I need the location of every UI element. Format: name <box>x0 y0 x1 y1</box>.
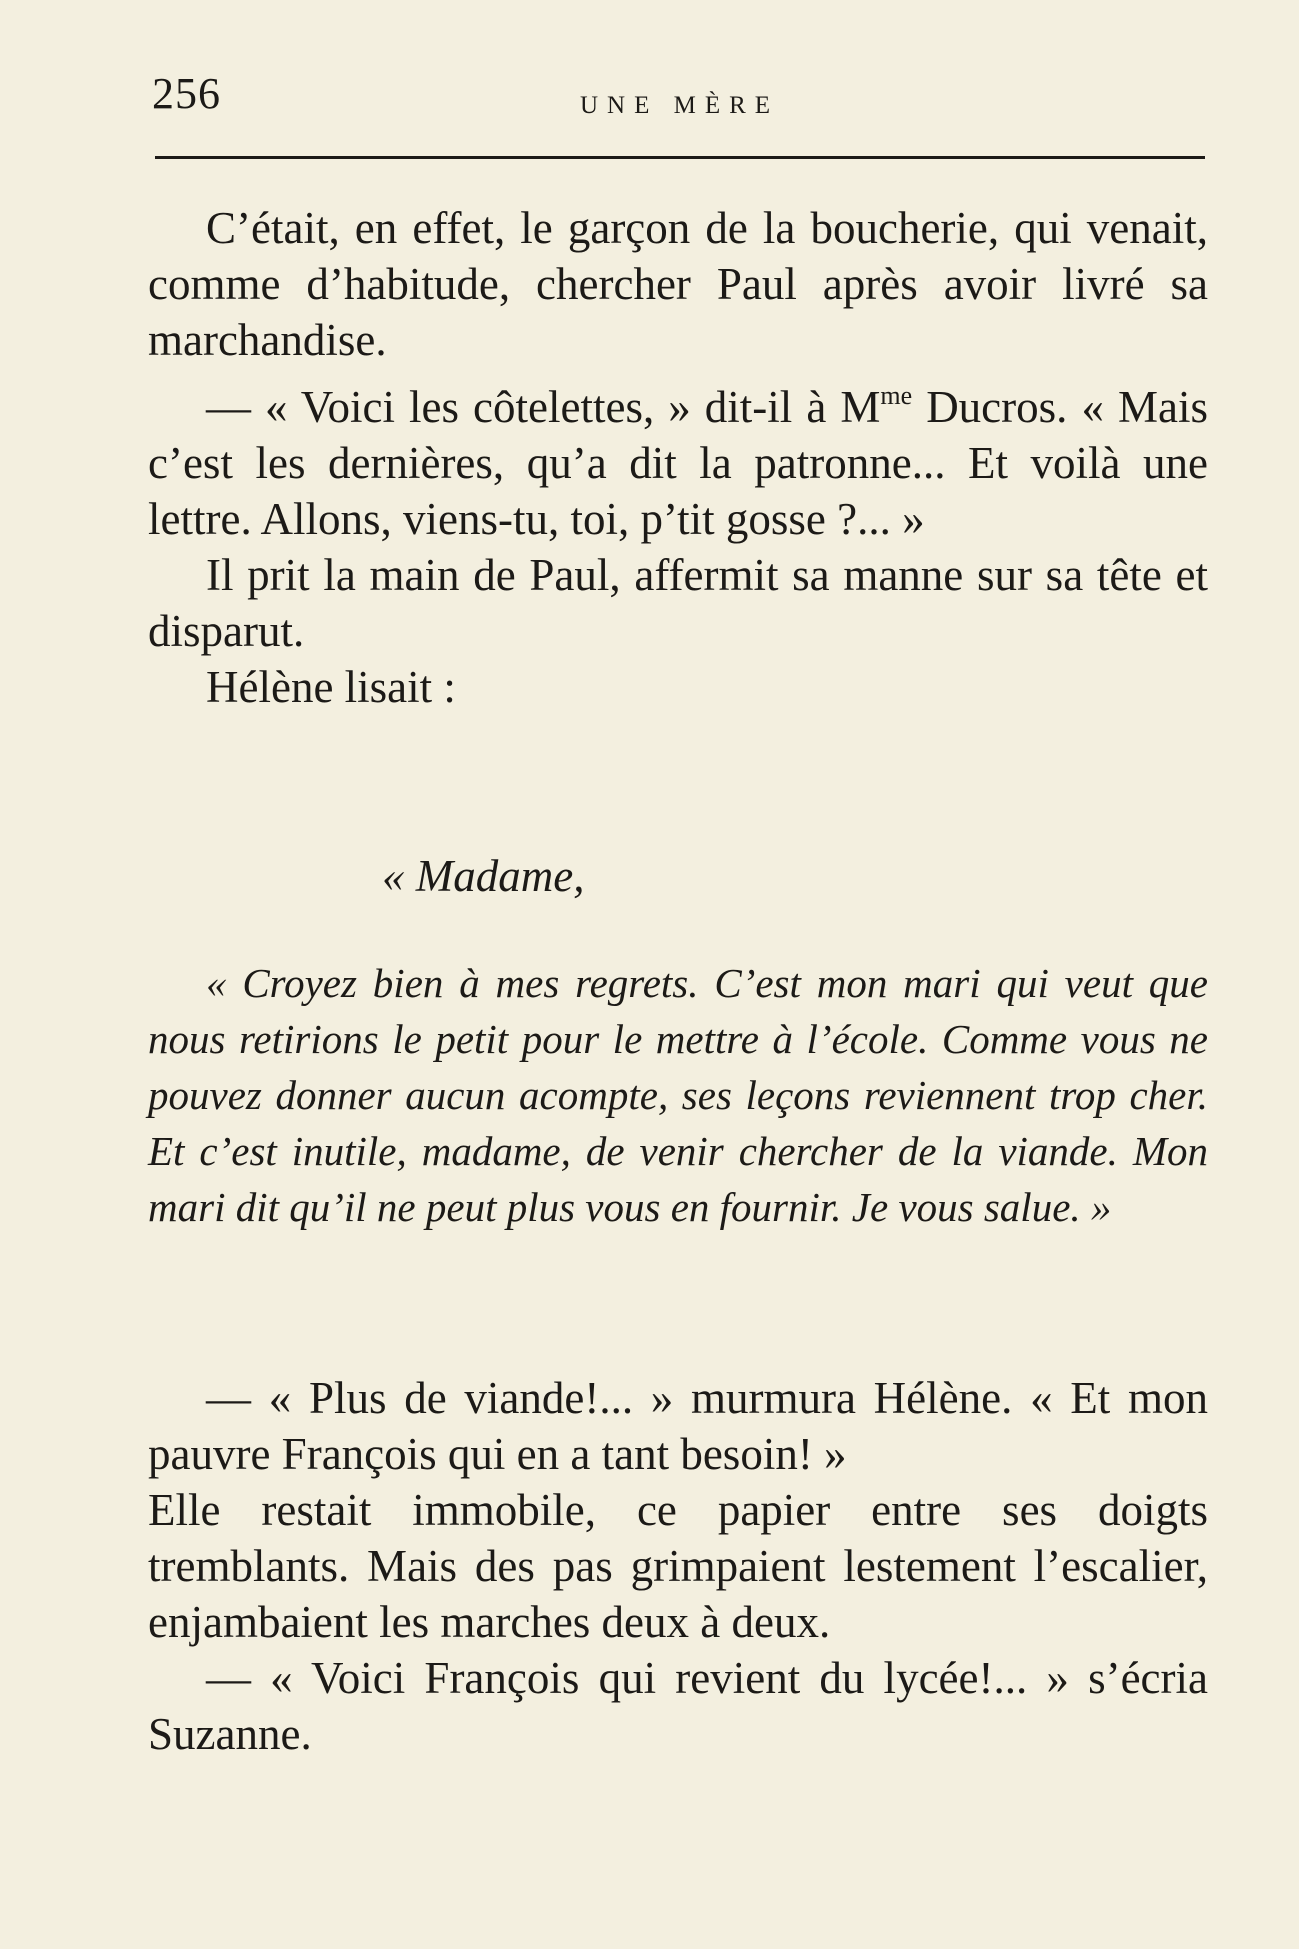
running-title: UNE MÈRE <box>580 92 780 119</box>
cutlets-text-after: Ducros. « Mais c’est les dernières, qu’a dit la patronne... Et voilà une lettre. Allons, viens-tu, toi, p’tit gosse ?... » <box>148 382 1208 544</box>
paragraph-no-more-meat: — « Plus de viande!... » murmura Hélène. « Et mon pauvre François qui en a tant besoin! » <box>148 1373 1208 1479</box>
cutlets-text-before: — « Voici les côtelettes, » dit-il à M <box>206 382 881 432</box>
header-rule <box>155 156 1205 159</box>
paragraph-took-hand: Il prit la main de Paul, affermit sa manne sur sa tête et disparut. <box>148 550 1208 656</box>
paragraph-immobile: Elle restait immobile, ce papier entre ses doigts tremblants. Mais des pas grimpaient lestement l’escalier, enjambaient les marches deux à deux. <box>148 1485 1208 1647</box>
madame-abbreviation-superscript: me <box>880 381 913 410</box>
text-block-bottom <box>148 1370 1208 1762</box>
page-number: 256 <box>152 69 221 118</box>
letter-salutation: « Madame, <box>382 851 585 901</box>
paragraph-francois-returns: — « Voici François qui revient du lycée!... » s’écria Suzanne. <box>148 1653 1208 1759</box>
letter-body: « Croyez bien à mes regrets. C’est mon mari qui veut que nous retirions le petit pour le mettre à l’école. Comme vous ne pouvez donner aucun acompte, ses leçons reviennent trop cher. Et c’est inutile, madame, de venir chercher de la viande. Mon mari dit qu’il ne peut plus vous en fournir. Je vous salue. » <box>148 960 1208 1230</box>
paragraph-helene-reading: Hélène lisait : <box>206 662 456 712</box>
paragraph-cutlets <box>148 368 1208 547</box>
paragraph-butcher-boy: C’était, en effet, le garçon de la boucherie, qui venait, comme d’habitude, chercher Paul après avoir livré sa marchandise. <box>148 203 1208 365</box>
text-block-top <box>148 200 1208 715</box>
